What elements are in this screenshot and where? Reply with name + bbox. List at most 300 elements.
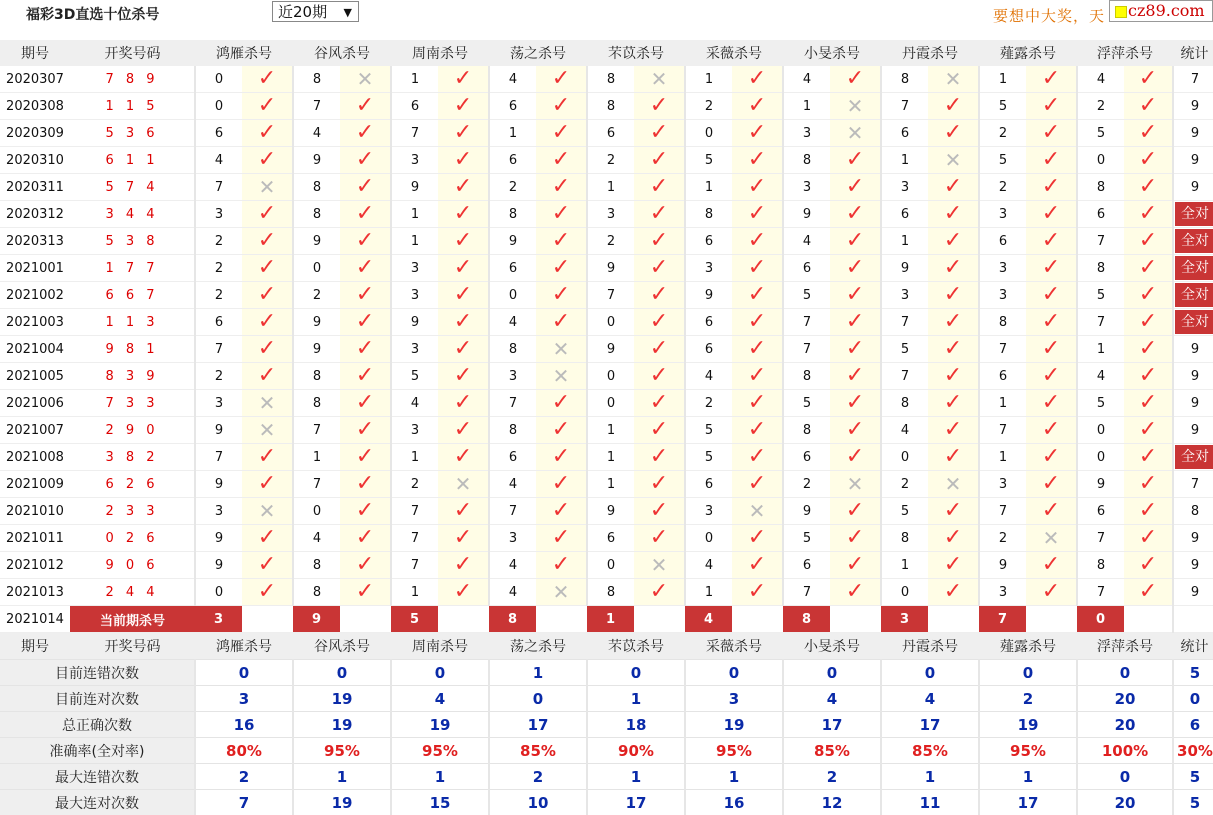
result-cell: [1026, 390, 1077, 417]
stat-value: 85%: [783, 738, 881, 764]
check-icon: ✓: [748, 282, 766, 307]
check-icon: ✓: [552, 93, 570, 118]
result-cell: [634, 390, 685, 417]
result-cell: [830, 471, 881, 498]
col-expert: 鸿雁杀号: [195, 40, 293, 66]
check-icon: ✓: [650, 444, 668, 469]
check-icon: ✓: [258, 282, 276, 307]
stat-value: 0: [293, 660, 391, 686]
result-cell: [438, 309, 489, 336]
check-icon: ✓: [454, 93, 472, 118]
table-row: [0, 201, 1213, 228]
stat-value: 0: [881, 660, 979, 686]
result-cell: [830, 579, 881, 606]
kill-number-cell: 1: [391, 66, 438, 93]
stat-value: 17: [587, 790, 685, 815]
result-cell: [242, 525, 293, 552]
result-cell: [242, 444, 293, 471]
current-kill-number: 0: [1077, 606, 1124, 633]
kill-number-cell: 0: [195, 93, 242, 120]
stat-value: 1: [391, 764, 489, 790]
table-row: [0, 417, 1213, 444]
table-row: [0, 174, 1213, 201]
result-cell: [732, 336, 783, 363]
check-icon: ✓: [944, 363, 962, 388]
kill-number-cell: 6: [783, 552, 830, 579]
kill-number-cell: 7: [489, 390, 536, 417]
col-expert: 周南杀号: [391, 40, 489, 66]
stat-value: 20: [1077, 686, 1173, 712]
check-icon: ✓: [1139, 390, 1157, 415]
kill-number-cell: 5: [979, 147, 1026, 174]
check-icon: ✓: [454, 444, 472, 469]
result-cell: [438, 579, 489, 606]
result-cell: [536, 201, 587, 228]
check-icon: ✓: [258, 363, 276, 388]
current-kill-number: 1: [587, 606, 634, 633]
stat-cell: [1173, 309, 1213, 336]
check-icon: ✓: [650, 498, 668, 523]
check-icon: ✓: [454, 498, 472, 523]
kill-number-cell: 8: [1077, 255, 1124, 282]
stat-value: 19: [293, 712, 391, 738]
kill-number-cell: 5: [685, 417, 732, 444]
check-icon: ✓: [356, 228, 374, 253]
check-icon: ✓: [748, 579, 766, 604]
kill-number-cell: 0: [881, 444, 928, 471]
result-cell: [340, 579, 391, 606]
check-icon: ✓: [748, 228, 766, 253]
stat-value: 1: [979, 764, 1077, 790]
draw-number-cell: 2 3 3: [70, 498, 195, 525]
kill-number-cell: 7: [587, 282, 634, 309]
kill-number-cell: 1: [979, 390, 1026, 417]
kill-number-cell: 1: [979, 66, 1026, 93]
stat-value: 1: [685, 764, 783, 790]
result-cell: [928, 336, 979, 363]
kill-number-cell: 9: [587, 336, 634, 363]
result-cell: [634, 498, 685, 525]
result-cell: [536, 552, 587, 579]
kill-number-cell: 5: [1077, 390, 1124, 417]
result-cell: [340, 255, 391, 282]
result-cell: [438, 363, 489, 390]
result-cell: [438, 525, 489, 552]
stat-value: 19: [293, 790, 391, 815]
cross-icon: ✕: [1043, 526, 1060, 550]
result-cell: [732, 201, 783, 228]
stat-total: 5: [1173, 660, 1213, 686]
check-icon: ✓: [454, 336, 472, 361]
check-icon: ✓: [944, 525, 962, 550]
kill-number-cell: 7: [979, 498, 1026, 525]
table-row: [0, 390, 1213, 417]
result-cell: [634, 552, 685, 579]
stat-cell: 9: [1173, 390, 1213, 417]
check-icon: ✓: [1139, 336, 1157, 361]
result-cell: [438, 336, 489, 363]
kill-number-cell: 5: [685, 147, 732, 174]
result-cell: [732, 93, 783, 120]
result-cell: [1124, 93, 1173, 120]
check-icon: ✓: [944, 552, 962, 577]
result-cell: [536, 363, 587, 390]
kill-number-cell: 0: [587, 309, 634, 336]
check-icon: ✓: [1042, 228, 1060, 253]
result-cell: [340, 147, 391, 174]
check-icon: ✓: [650, 255, 668, 280]
table-row: [0, 552, 1213, 579]
check-icon: ✓: [1139, 147, 1157, 172]
table-row: [0, 525, 1213, 552]
kill-number-cell: 8: [685, 201, 732, 228]
table-row: [0, 66, 1213, 93]
col-stat: 统计: [1173, 633, 1213, 660]
stat-row: [0, 660, 1213, 686]
kill-number-cell: 0: [1077, 417, 1124, 444]
check-icon: ✓: [356, 255, 374, 280]
result-cell: [634, 363, 685, 390]
kill-number-cell: 7: [979, 336, 1026, 363]
result-cell: [928, 390, 979, 417]
result-cell: [438, 444, 489, 471]
kill-number-cell: 7: [1077, 228, 1124, 255]
table-row: [0, 444, 1213, 471]
stat-value: 95%: [685, 738, 783, 764]
check-icon: ✓: [748, 147, 766, 172]
stat-value: 17: [489, 712, 587, 738]
result-cell: [242, 255, 293, 282]
kill-number-cell: 6: [881, 120, 928, 147]
check-icon: ✓: [1042, 282, 1060, 307]
kill-number-cell: 1: [685, 174, 732, 201]
period-cell: 2021012: [0, 552, 70, 579]
period-cell: 2020308: [0, 93, 70, 120]
check-icon: ✓: [748, 525, 766, 550]
stat-label: 目前连对次数: [0, 686, 195, 712]
check-icon: ✓: [650, 417, 668, 442]
result-cell: [340, 201, 391, 228]
result-cell: [1124, 201, 1173, 228]
check-icon: ✓: [356, 93, 374, 118]
kill-number-cell: 6: [489, 444, 536, 471]
empty-cell: [634, 606, 685, 633]
result-cell: [732, 525, 783, 552]
result-cell: [340, 363, 391, 390]
check-icon: ✓: [1042, 66, 1060, 91]
check-icon: ✓: [748, 309, 766, 334]
result-cell: [1026, 120, 1077, 147]
kill-number-cell: 5: [881, 336, 928, 363]
kill-number-cell: 6: [783, 444, 830, 471]
kill-number-cell: 9: [979, 552, 1026, 579]
result-cell: [242, 66, 293, 93]
result-cell: [1124, 174, 1173, 201]
kill-number-cell: 6: [489, 93, 536, 120]
stat-cell: 8: [1173, 498, 1213, 525]
result-cell: [732, 282, 783, 309]
kill-number-cell: 2: [391, 471, 438, 498]
result-cell: [242, 201, 293, 228]
stat-value: 0: [1077, 660, 1173, 686]
kill-number-cell: 5: [391, 363, 438, 390]
kill-number-cell: 3: [979, 471, 1026, 498]
check-icon: ✓: [1042, 255, 1060, 280]
empty-cell: [732, 606, 783, 633]
check-icon: ✓: [944, 498, 962, 523]
check-icon: ✓: [944, 93, 962, 118]
kill-number-cell: 9: [293, 147, 340, 174]
stat-row: [0, 790, 1213, 815]
kill-number-cell: 0: [881, 579, 928, 606]
kill-number-cell: 9: [195, 417, 242, 444]
stat-value: 10: [489, 790, 587, 815]
promo-text[interactable]: 要想中大奖，天: [993, 5, 1105, 26]
result-cell: [438, 282, 489, 309]
stat-value: 19: [685, 712, 783, 738]
check-icon: ✓: [258, 471, 276, 496]
kill-number-cell: 0: [685, 525, 732, 552]
check-icon: ✓: [1139, 417, 1157, 442]
result-cell: [732, 444, 783, 471]
kill-number-cell: 6: [783, 255, 830, 282]
kill-number-cell: 1: [391, 444, 438, 471]
result-cell: [634, 309, 685, 336]
kill-number-cell: 0: [587, 363, 634, 390]
check-icon: ✓: [944, 336, 962, 361]
result-cell: [732, 66, 783, 93]
table-row: [0, 228, 1213, 255]
check-icon: ✓: [748, 93, 766, 118]
result-cell: [242, 498, 293, 525]
kill-number-cell: 1: [685, 579, 732, 606]
result-cell: [732, 120, 783, 147]
period-cell: 2021004: [0, 336, 70, 363]
check-icon: ✓: [944, 309, 962, 334]
empty-cell: [928, 606, 979, 633]
stat-value: 2: [195, 764, 293, 790]
cross-icon: ✕: [847, 121, 864, 145]
check-icon: ✓: [846, 579, 864, 604]
kill-number-cell: 8: [489, 336, 536, 363]
result-cell: [438, 471, 489, 498]
check-icon: ✓: [258, 309, 276, 334]
draw-number-cell: 9 0 6: [70, 552, 195, 579]
kill-number-cell: 6: [489, 147, 536, 174]
kill-number-cell: 3: [489, 363, 536, 390]
kill-number-cell: 1: [783, 93, 830, 120]
kill-number-cell: 1: [881, 228, 928, 255]
check-icon: ✓: [650, 309, 668, 334]
chevron-down-icon: ▼: [344, 2, 352, 23]
kill-number-cell: 3: [881, 174, 928, 201]
result-cell: [438, 147, 489, 174]
check-icon: ✓: [552, 498, 570, 523]
current-kill-number: 7: [979, 606, 1026, 633]
kill-number-cell: 3: [979, 255, 1026, 282]
check-icon: ✓: [356, 471, 374, 496]
check-icon: ✓: [552, 282, 570, 307]
result-cell: [1026, 255, 1077, 282]
result-cell: [438, 255, 489, 282]
header-row-bottom: [0, 633, 1213, 660]
stat-value: 16: [195, 712, 293, 738]
site-badge[interactable]: [1109, 0, 1213, 22]
stat-value: 1: [489, 660, 587, 686]
result-cell: [340, 282, 391, 309]
kill-number-cell: 1: [979, 444, 1026, 471]
stat-total: 30%: [1173, 738, 1213, 764]
check-icon: ✓: [552, 444, 570, 469]
stat-value: 20: [1077, 790, 1173, 815]
kill-number-cell: 1: [587, 471, 634, 498]
check-icon: ✓: [258, 552, 276, 577]
top-bar: [0, 0, 1213, 36]
result-cell: [438, 93, 489, 120]
kill-number-cell: 7: [195, 174, 242, 201]
kill-number-cell: 7: [783, 579, 830, 606]
check-icon: ✓: [356, 525, 374, 550]
result-cell: [634, 228, 685, 255]
result-cell: [928, 255, 979, 282]
stat-value: 3: [685, 686, 783, 712]
draw-number-cell: 8 3 9: [70, 363, 195, 390]
stat-label: 最大连对次数: [0, 790, 195, 815]
current-kill-number: 3: [195, 606, 242, 633]
kill-number-cell: 2: [685, 390, 732, 417]
kill-number-cell: 8: [881, 390, 928, 417]
stat-value: 20: [1077, 712, 1173, 738]
period-range-select[interactable]: [272, 1, 359, 22]
kill-number-cell: 0: [587, 552, 634, 579]
check-icon: ✓: [846, 228, 864, 253]
result-cell: [1026, 147, 1077, 174]
result-cell: [830, 147, 881, 174]
result-cell: [1026, 417, 1077, 444]
col-draw: 开奖号码: [70, 40, 195, 66]
check-icon: ✓: [454, 579, 472, 604]
kill-number-cell: 2: [195, 255, 242, 282]
draw-number-cell: 5 3 8: [70, 228, 195, 255]
result-cell: [1026, 66, 1077, 93]
result-cell: [536, 309, 587, 336]
header-row: [0, 40, 1213, 66]
logo-square-icon: [1115, 6, 1127, 18]
col-expert: 荡之杀号: [489, 633, 587, 660]
result-cell: [340, 336, 391, 363]
kill-number-cell: 6: [1077, 498, 1124, 525]
kill-number-cell: 6: [979, 228, 1026, 255]
draw-number-cell: 2 4 4: [70, 579, 195, 606]
result-cell: [1026, 363, 1077, 390]
kill-number-cell: 1: [587, 174, 634, 201]
all-correct-badge: 全对: [1175, 445, 1213, 469]
col-expert: 薤露杀号: [979, 40, 1077, 66]
result-cell: [928, 228, 979, 255]
stat-value: 0: [587, 660, 685, 686]
cross-icon: ✕: [553, 364, 570, 388]
result-cell: [634, 444, 685, 471]
result-cell: [830, 66, 881, 93]
result-cell: [732, 147, 783, 174]
check-icon: ✓: [454, 147, 472, 172]
check-icon: ✓: [552, 525, 570, 550]
kill-number-cell: 0: [489, 282, 536, 309]
period-cell: 2021007: [0, 417, 70, 444]
check-icon: ✓: [258, 255, 276, 280]
result-cell: [1124, 498, 1173, 525]
result-cell: [634, 336, 685, 363]
result-cell: [1026, 174, 1077, 201]
result-cell: [830, 228, 881, 255]
result-cell: [732, 309, 783, 336]
check-icon: ✓: [258, 66, 276, 91]
table-row: [0, 255, 1213, 282]
col-expert: 芣苡杀号: [587, 40, 685, 66]
result-cell: [438, 390, 489, 417]
result-cell: [1026, 444, 1077, 471]
check-icon: ✓: [944, 201, 962, 226]
result-cell: [340, 471, 391, 498]
result-cell: [732, 579, 783, 606]
result-cell: [242, 336, 293, 363]
result-cell: [1026, 309, 1077, 336]
result-cell: [1026, 93, 1077, 120]
current-kill-label: 当前期杀号: [70, 606, 195, 633]
kill-number-cell: 8: [979, 309, 1026, 336]
kill-number-cell: 9: [783, 201, 830, 228]
kill-number-cell: 8: [783, 417, 830, 444]
kill-number-cell: 3: [391, 282, 438, 309]
kill-number-cell: 0: [293, 255, 340, 282]
stat-value: 0: [783, 660, 881, 686]
stat-value: 19: [293, 686, 391, 712]
stat-cell: 9: [1173, 363, 1213, 390]
check-icon: ✓: [650, 282, 668, 307]
stat-value: 95%: [293, 738, 391, 764]
result-cell: [732, 390, 783, 417]
cross-icon: ✕: [847, 472, 864, 496]
result-cell: [634, 471, 685, 498]
result-cell: [340, 66, 391, 93]
result-cell: [340, 552, 391, 579]
check-icon: ✓: [356, 390, 374, 415]
stat-value: 2: [489, 764, 587, 790]
result-cell: [928, 93, 979, 120]
table-row: [0, 471, 1213, 498]
check-icon: ✓: [1139, 498, 1157, 523]
kill-number-cell: 6: [391, 93, 438, 120]
empty-cell: [1173, 606, 1213, 633]
result-cell: [536, 525, 587, 552]
period-cell: 2021002: [0, 282, 70, 309]
result-cell: [634, 201, 685, 228]
table-row: [0, 282, 1213, 309]
kill-number-cell: 1: [587, 417, 634, 444]
kill-number-cell: 4: [783, 66, 830, 93]
all-correct-badge: 全对: [1175, 256, 1213, 280]
kill-number-cell: 8: [587, 579, 634, 606]
check-icon: ✓: [1139, 201, 1157, 226]
stat-value: 19: [979, 712, 1077, 738]
check-icon: ✓: [1042, 417, 1060, 442]
stat-row: [0, 686, 1213, 712]
stat-value: 95%: [979, 738, 1077, 764]
stat-value: 2: [979, 686, 1077, 712]
check-icon: ✓: [748, 174, 766, 199]
stat-value: 1: [587, 764, 685, 790]
result-cell: [1124, 147, 1173, 174]
